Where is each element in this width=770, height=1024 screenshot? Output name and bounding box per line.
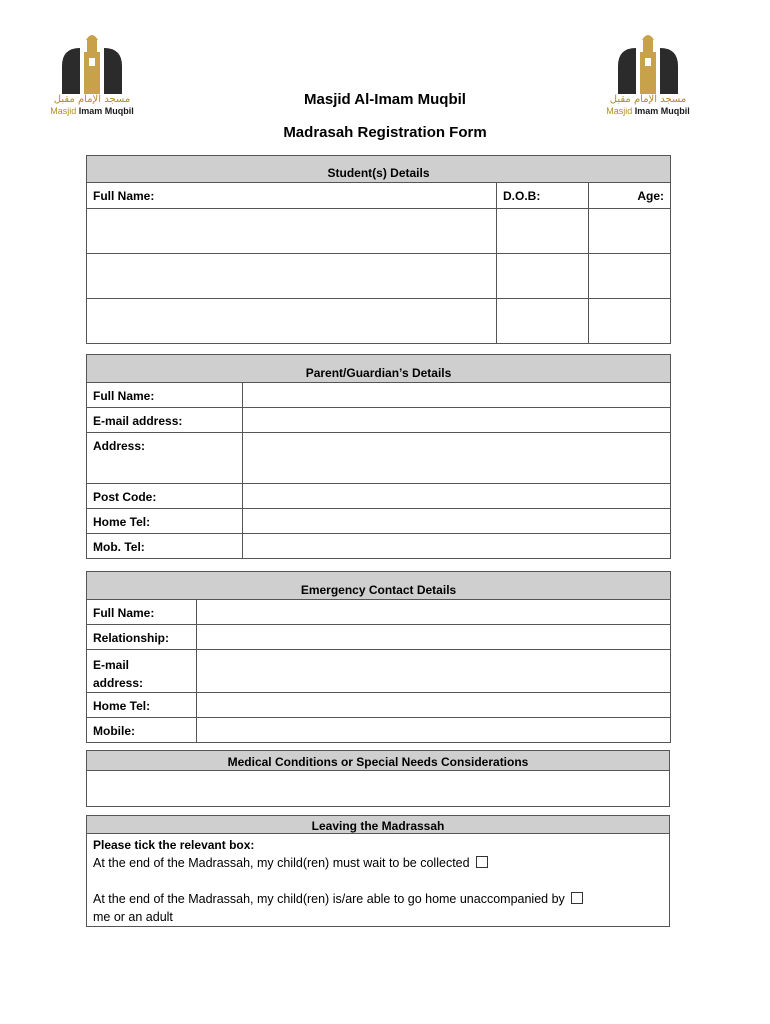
- parent-email-field[interactable]: [243, 408, 671, 433]
- emergency-email-label: E-mail address:: [87, 650, 197, 693]
- emergency-mobile-label: Mobile:: [87, 718, 197, 743]
- parent-full-name-label: Full Name:: [87, 383, 243, 408]
- masjid-logo-icon: [596, 30, 700, 94]
- student-3-name-field[interactable]: [87, 299, 497, 344]
- student-details-header: Student(s) Details: [87, 156, 671, 183]
- emergency-relationship-label: Relationship:: [87, 625, 197, 650]
- emergency-relationship-field[interactable]: [197, 625, 671, 650]
- parent-full-name-field[interactable]: [243, 383, 671, 408]
- medical-table: [86, 750, 670, 807]
- medical-conditions-field[interactable]: [87, 771, 670, 807]
- student-1-name-field[interactable]: [87, 209, 497, 254]
- student-name-column-header: Full Name:: [87, 183, 497, 209]
- emergency-contact-table: [86, 571, 671, 743]
- leaving-options-cell: [87, 834, 670, 927]
- logo-latin-text: Masjid Imam Muqbil: [50, 106, 134, 116]
- leaving-option-collected: At the end of the Madrassah, my child(ren) must wait to be collected: [93, 854, 663, 872]
- student-3-dob-field[interactable]: [497, 299, 589, 344]
- medical-header: Medical Conditions or Special Needs Considerations: [87, 751, 670, 771]
- emergency-contact-header: Emergency Contact Details: [87, 572, 671, 600]
- parent-email-label: E-mail address:: [87, 408, 243, 433]
- emergency-email-field[interactable]: [197, 650, 671, 693]
- leaving-option-unaccompanied: At the end of the Madrassah, my child(ren) is/are able to go home unaccompanied by me or an adult: [93, 890, 663, 926]
- masjid-logo-icon: [40, 30, 144, 94]
- student-dob-column-header: D.O.B:: [497, 183, 589, 209]
- leaving-instruction: Please tick the relevant box:: [93, 838, 255, 852]
- collected-checkbox[interactable]: [476, 856, 488, 868]
- parent-address-field[interactable]: [243, 433, 671, 484]
- student-2-name-field[interactable]: [87, 254, 497, 299]
- logo-arabic-text: مسجد الإمام مقبل: [609, 94, 687, 105]
- parent-mob-tel-label: Mob. Tel:: [87, 534, 243, 559]
- parent-post-code-field[interactable]: [243, 484, 671, 509]
- logo-arabic-text: مسجد الإمام مقبل: [53, 94, 131, 105]
- parent-mob-tel-field[interactable]: [243, 534, 671, 559]
- leaving-table: [86, 815, 670, 927]
- student-details-table: [86, 155, 671, 344]
- parent-address-label: Address:: [87, 433, 243, 484]
- unaccompanied-checkbox[interactable]: [571, 892, 583, 904]
- student-age-column-header: Age:: [589, 183, 671, 209]
- parent-details-header: Parent/Guardian’s Details: [87, 355, 671, 383]
- parent-home-tel-label: Home Tel:: [87, 509, 243, 534]
- parent-home-tel-field[interactable]: [243, 509, 671, 534]
- student-1-age-field[interactable]: [589, 209, 671, 254]
- student-1-dob-field[interactable]: [497, 209, 589, 254]
- emergency-mobile-field[interactable]: [197, 718, 671, 743]
- student-3-age-field[interactable]: [589, 299, 671, 344]
- leaving-header: Leaving the Madrassah: [87, 816, 670, 834]
- student-2-age-field[interactable]: [589, 254, 671, 299]
- student-2-dob-field[interactable]: [497, 254, 589, 299]
- emergency-full-name-label: Full Name:: [87, 600, 197, 625]
- emergency-home-tel-label: Home Tel:: [87, 693, 197, 718]
- emergency-home-tel-field[interactable]: [197, 693, 671, 718]
- logo-latin-text: Masjid Imam Muqbil: [606, 106, 690, 116]
- page-title: Masjid Al-Imam Muqbil: [304, 91, 466, 108]
- parent-post-code-label: Post Code:: [87, 484, 243, 509]
- form-title: Madrasah Registration Form: [283, 124, 487, 141]
- emergency-full-name-field[interactable]: [197, 600, 671, 625]
- parent-details-table: [86, 354, 671, 559]
